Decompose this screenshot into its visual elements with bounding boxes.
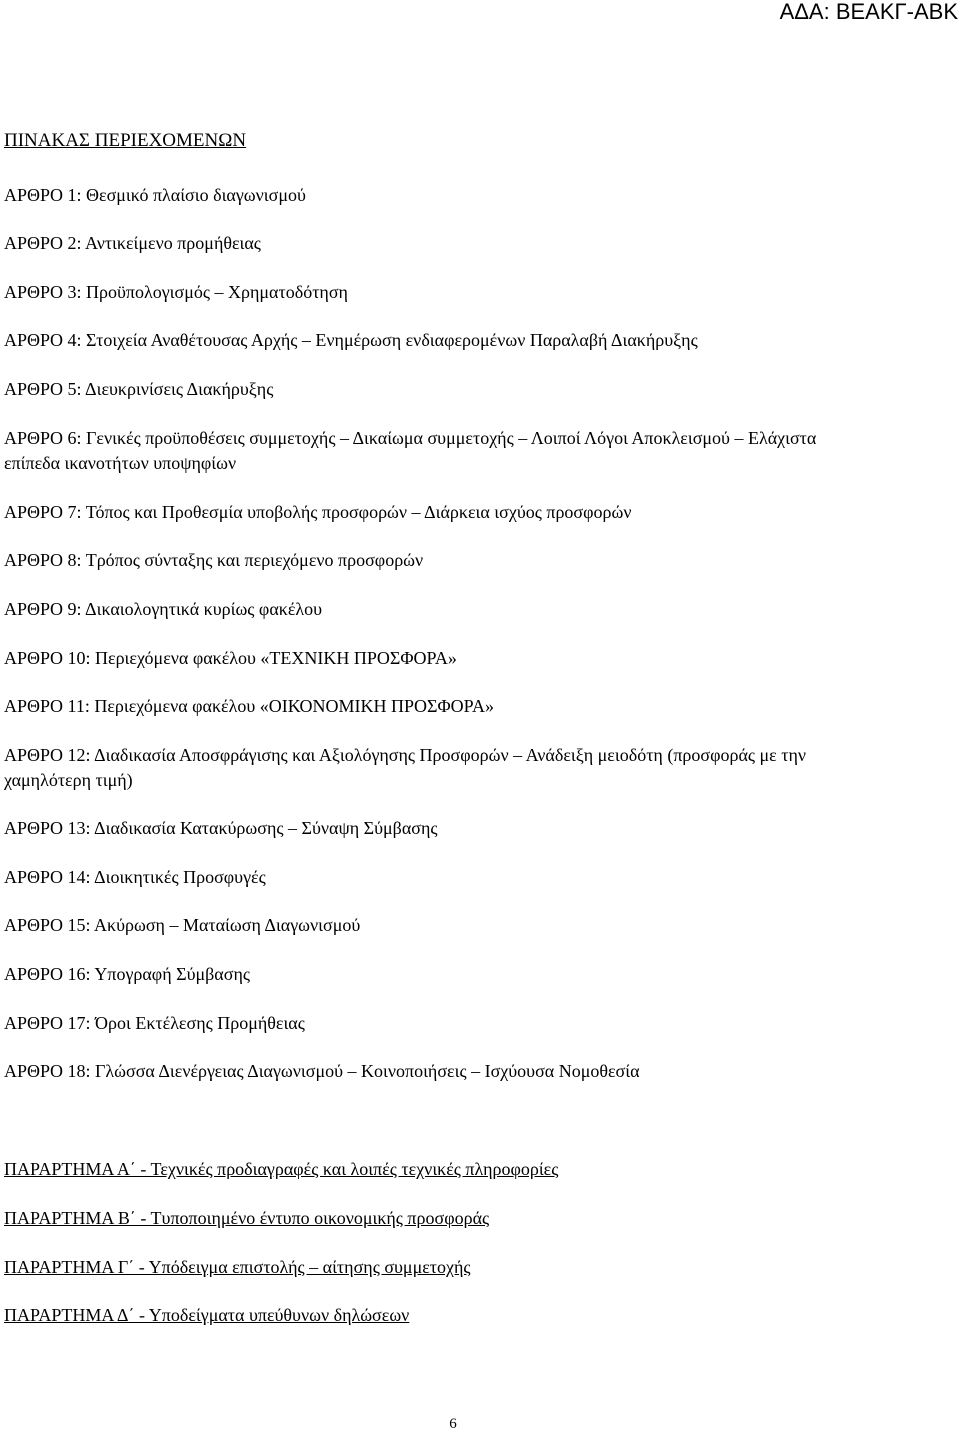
toc-link-article-6[interactable]: ΑΡΘΡΟ 6: Γενικές προϋποθέσεις συμμετοχής – Δικαίωμα συμμετοχής – Λοιποί Λόγοι Αποκλεισμού – Ελάχιστα επίπεδα ικανοτήτων υποψηφίων [4,428,817,473]
toc-link-article-15[interactable]: ΑΡΘΡΟ 15: Ακύρωση – Ματαίωση Διαγωνισμού [4,915,361,935]
toc-link-article-9[interactable]: ΑΡΘΡΟ 9: Δικαιολογητικά κυρίως φακέλου [4,599,323,619]
toc-link-article-18[interactable]: ΑΡΘΡΟ 18: Γλώσσα Διενέργειας Διαγωνισμού – Κοινοποιήσεις – Ισχύουσα Νομοθεσία [4,1061,640,1081]
toc-link-annex-d[interactable]: ΠΑΡΑΡΤΗΜΑ Δ΄ - Υποδείγματα υπεύθυνων δηλώσεων [4,1305,410,1325]
toc-link-annex-b[interactable]: ΠΑΡΑΡΤΗΜΑ Β΄ - Τυποποιημένο έντυπο οικονομικής προσφοράς [4,1208,490,1228]
toc-link-annex-c[interactable]: ΠΑΡΑΡΤΗΜΑ Γ΄ - Υπόδειγμα επιστολής – αίτησης συμμετοχής [4,1257,471,1277]
toc-link-article-13[interactable]: ΑΡΘΡΟ 13: Διαδικασία Κατακύρωσης – Σύναψη Σύμβασης [4,818,438,838]
page-number: 6 [449,1416,457,1432]
toc-link-article-3[interactable]: ΑΡΘΡΟ 3: Προϋπολογισμός – Χρηματοδότηση [4,282,348,302]
toc-link-article-16[interactable]: ΑΡΘΡΟ 16: Υπογραφή Σύμβασης [4,964,250,984]
toc-link-article-8[interactable]: ΑΡΘΡΟ 8: Τρόπος σύνταξης και περιεχόμενο προσφορών [4,550,424,570]
toc-title: ΠΙΝΑΚΑΣ ΠΕΡΙΕΧΟΜΕΝΩΝ [4,130,247,151]
toc-link-annex-a[interactable]: ΠΑΡΑΡΤΗΜΑ Α΄ - Τεχνικές προδιαγραφές και λοιπές τεχνικές πληροφορίες [4,1159,559,1179]
document-code: ΑΔΑ: ΒΕΑΚΓ-ΑΒΚ [779,0,958,24]
toc-link-article-5[interactable]: ΑΡΘΡΟ 5: Διευκρινίσεις Διακήρυξης [4,379,274,399]
toc-link-article-4[interactable]: ΑΡΘΡΟ 4: Στοιχεία Αναθέτουσας Αρχής – Ενημέρωση ενδιαφερομένων Παραλαβή Διακήρυξης [4,330,698,350]
toc-link-article-11[interactable]: ΑΡΘΡΟ 11: Περιεχόμενα φακέλου «ΟΙΚΟΝΟΜΙΚΗ ΠΡΟΣΦΟΡΑ» [4,696,495,716]
toc-link-article-14[interactable]: ΑΡΘΡΟ 14: Διοικητικές Προσφυγές [4,867,266,887]
toc-link-article-2[interactable]: ΑΡΘΡΟ 2: Αντικείμενο προμήθειας [4,233,261,253]
toc-link-article-10[interactable]: ΑΡΘΡΟ 10: Περιεχόμενα φακέλου «ΤΕΧΝΙΚΗ ΠΡΟΣΦΟΡΑ» [4,648,457,668]
toc-link-article-17[interactable]: ΑΡΘΡΟ 17: Όροι Εκτέλεσης Προμήθειας [4,1013,305,1033]
toc-link-article-7[interactable]: ΑΡΘΡΟ 7: Τόπος και Προθεσμία υποβολής προσφορών – Διάρκεια ισχύος προσφορών [4,502,632,522]
toc-link-article-12[interactable]: ΑΡΘΡΟ 12: Διαδικασία Αποσφράγισης και Αξιολόγησης Προσφορών – Ανάδειξη μειοδότη (προσφοράς με την χαμηλότερη τιμή) [4,745,807,790]
toc-link-article-1[interactable]: ΑΡΘΡΟ 1: Θεσμικό πλαίσιο διαγωνισμού [4,185,306,205]
